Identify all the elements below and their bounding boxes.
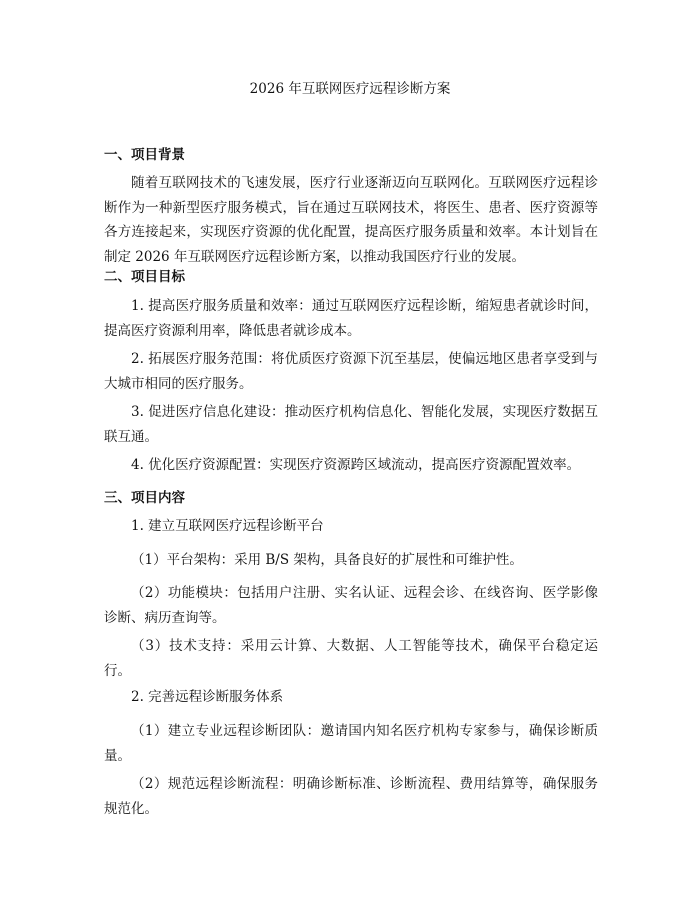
section-heading-background: 一、项目背景	[104, 147, 185, 163]
paragraph-goal-2: 2. 拓展医疗服务范围：将优质医疗资源下沉至基层，使偏远地区患者享受到与大城市相同的医疗服务。	[104, 351, 598, 392]
paragraph-platform-modules: （2）功能模块：包括用户注册、实名认证、远程会诊、在线咨询、医学影像诊断、病历查询等。	[104, 585, 598, 626]
subheading-service-system: 2. 完善远程诊断服务体系	[131, 689, 284, 705]
subheading-platform: 1. 建立互联网医疗远程诊断平台	[131, 518, 324, 534]
document-title: 2026 年互联网医疗远程诊断方案	[249, 81, 451, 97]
section-heading-goals: 二、项目目标	[104, 269, 185, 285]
paragraph-platform-tech: （3）技术支持：采用云计算、大数据、人工智能等技术，确保平台稳定运行。	[104, 638, 598, 679]
paragraph-service-team: （1）建立专业远程诊断团队：邀请国内知名医疗机构专家参与，确保诊断质量。	[104, 723, 598, 764]
paragraph-background: 随着互联网技术的飞速发展，医疗行业逐渐迈向互联网化。互联网医疗远程诊断作为一种新型医疗服务模式，旨在通过互联网技术，将医生、患者、医疗资源等各方连接起来，实现医疗资源的优化配置，提高医疗服务质量和效率。本计划旨在制定 2026 年互联网医疗远程诊断方案，以推动我国医疗行业的发展。	[104, 175, 598, 265]
section-heading-content: 三、项目内容	[104, 490, 185, 506]
paragraph-goal-3: 3. 促进医疗信息化建设：推动医疗机构信息化、智能化发展，实现医疗数据互联互通。	[104, 404, 598, 445]
paragraph-goal-4: 4. 优化医疗资源配置：实现医疗资源跨区域流动，提高医疗资源配置效率。	[131, 457, 581, 473]
paragraph-service-process: （2）规范远程诊断流程：明确诊断标准、诊断流程、费用结算等，确保服务规范化。	[104, 776, 598, 817]
paragraph-goal-1: 1. 提高医疗服务质量和效率：通过互联网医疗远程诊断，缩短患者就诊时间，提高医疗资源利用率，降低患者就诊成本。	[104, 298, 598, 339]
paragraph-platform-architecture: （1）平台架构：采用 B/S 架构，具备良好的扩展性和可维护性。	[131, 552, 523, 568]
